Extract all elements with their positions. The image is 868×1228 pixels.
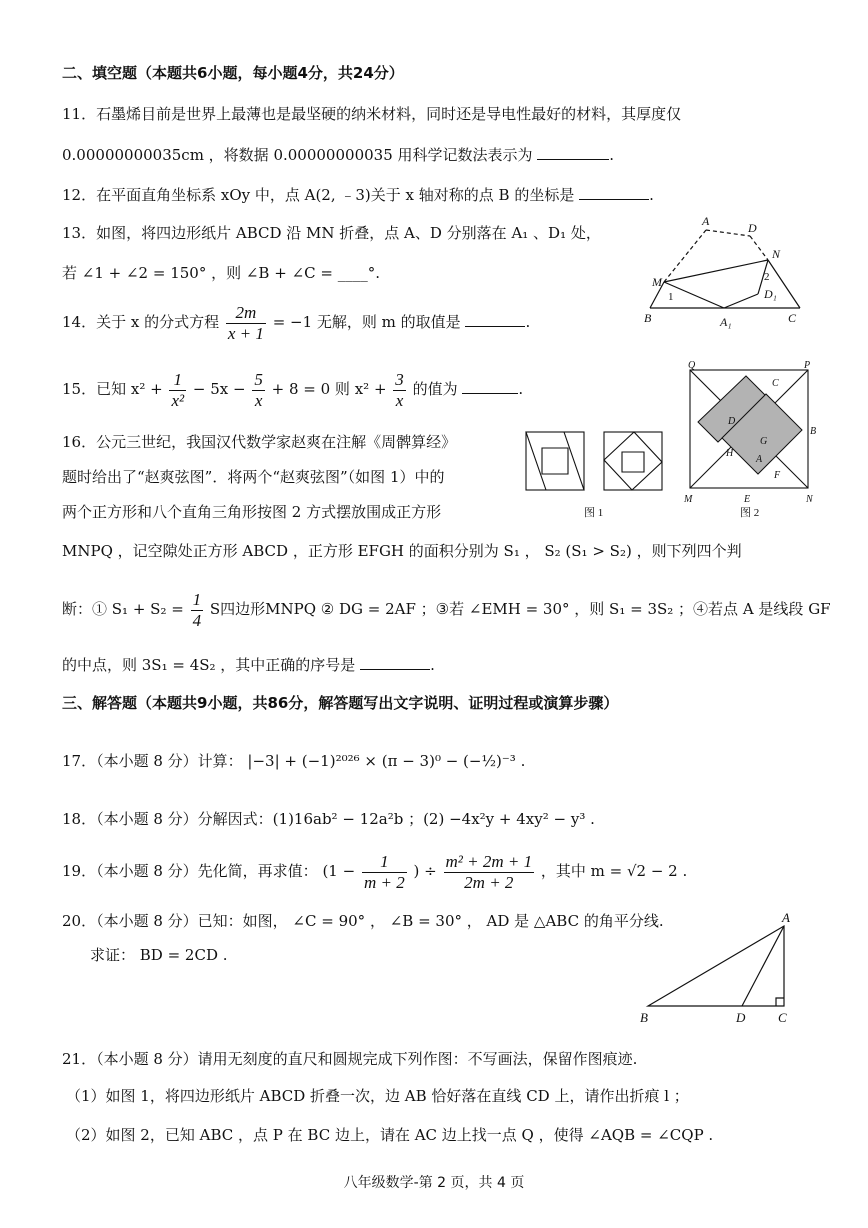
- fig13-label-d: D: [748, 221, 757, 235]
- q14-post: = −1 无解，则 m 的取值是: [272, 313, 461, 332]
- q15-post: 的值为: [412, 380, 458, 399]
- q16-figure-1: [522, 430, 672, 530]
- q14-line: 14．关于 x 的分式方程 $\frac{2m}{x + 1}$ = −1 无解，则 m 的取值是 .: [62, 303, 531, 343]
- q16-line3: 两个正方形和八个直角三角形按图 2 方式摆放围成正方形: [62, 503, 442, 521]
- q15-f2-den: x: [254, 390, 263, 410]
- fig16-label-c: C: [772, 378, 779, 389]
- fig13-label-n: N: [772, 247, 781, 261]
- q15-f3-den: x: [395, 390, 404, 410]
- q17-line: 17．（本小题 8 分）计算： |−3| + (−1)²⁰²⁶ × (π − 3)⁰ − (−½)⁻³ .: [62, 752, 526, 770]
- fig13-label-b: B: [644, 311, 652, 325]
- q15-f1-den: x²: [171, 390, 185, 410]
- q11-line2-text: 0.00000000035cm ，将数据 0.00000000035 用科学记数法表示为: [62, 146, 533, 164]
- fig16-label-b: B: [810, 426, 817, 437]
- q15-mid2: + 8 = 0 则 x² +: [271, 380, 387, 399]
- q21-line2: （1）如图 1，将四边形纸片 ABCD 折叠一次，边 AB 恰好落在直线 CD 上，请作出折痕 l ；: [66, 1087, 689, 1105]
- q14-pre: 14．关于 x 的分式方程: [62, 313, 220, 332]
- q13-line1: 13．如图，将四边形纸片 ABCD 沿 MN 折叠，点 A、D 分别落在 A₁ 、D₁ 处，: [62, 224, 601, 242]
- q21-line3: （2）如图 2，已知 ABC ，点 P 在 BC 边上，请在 AC 边上找一点 Q ，使得 ∠AQB = ∠CQP .: [66, 1126, 714, 1144]
- q13-line2: 若 ∠1 + ∠2 = 150° ，则 ∠B + ∠C = ____°.: [62, 264, 380, 282]
- q11-line2: 0.00000000035cm ，将数据 0.00000000035 用科学记数法表示为 .: [62, 146, 615, 164]
- q19-fraction-1: [362, 852, 407, 892]
- fig16-label-f: F: [774, 470, 781, 481]
- fig16-label-d: D: [728, 416, 736, 427]
- fig13-angle-1: 1: [668, 291, 674, 303]
- fig13-label-m: M: [652, 275, 662, 289]
- q16-line5-post: S四边形MNPQ ② DG = 2AF ；③若 ∠EMH = 30° ，则 S₁ = 3S₂ ；④若点 A 是线段 GF: [209, 600, 831, 619]
- q15-mid1: − 5x −: [192, 380, 246, 399]
- q19-fraction-2: [444, 852, 535, 892]
- q16-line6: 的中点，则 3S₁ = 4S₂ ，其中正确的序号是 .: [62, 656, 435, 674]
- fig16-label-e: E: [744, 494, 751, 505]
- q16-figure-2: [682, 358, 822, 520]
- q12-text: 12．在平面直角坐标系 xOy 中，点 A(2, ﹣3)关于 x 轴对称的点 B 的坐标是: [62, 186, 575, 204]
- q19-f2-num: m² + 2m + 1: [445, 852, 533, 871]
- q14-answer-blank[interactable]: [465, 312, 525, 327]
- q16-line2: 题时给出了“赵爽弦图”．将两个“赵爽弦图”（如图 1）中的: [62, 468, 445, 486]
- q16-frac-den: 4: [192, 610, 202, 630]
- fig16-label-g: G: [760, 436, 768, 447]
- q19-left-paren: (1 −: [322, 862, 356, 881]
- q14-frac-den: x + 1: [227, 323, 264, 343]
- q15-f2-num: 5: [254, 370, 263, 389]
- q16-answer-blank[interactable]: [360, 655, 430, 670]
- q16-fig2-caption: 图 2: [740, 507, 760, 519]
- q15-pre: 15．已知 x² +: [62, 380, 163, 399]
- q15-line: 15．已知 x² + $\frac{1}{\text{x²}}$ − 5x − $\frac{5}{x}$ + 8 = 0 则 x² + $\frac{3}{x}$ 的值为 .: [62, 370, 524, 410]
- section-answers-title: 三、解答题（本题共9小题，共86分，解答题写出文字说明、证明过程或演算步骤）: [62, 694, 619, 712]
- fig20-label-d: D: [736, 1010, 746, 1025]
- q19-f1-num: 1: [362, 852, 407, 873]
- q15-fraction-1: [169, 370, 186, 410]
- q12-line: 12．在平面直角坐标系 xOy 中，点 A(2, ﹣3)关于 x 轴对称的点 B 的坐标是 .: [62, 186, 654, 204]
- fig20-label-c: C: [778, 1010, 787, 1025]
- fig20-label-b: B: [640, 1010, 648, 1025]
- q15-fraction-3: [393, 370, 406, 410]
- q16-frac-num: 1: [192, 590, 202, 609]
- fig16-label-h: H: [726, 448, 734, 459]
- q20-line2: 求证： BD = 2CD .: [90, 946, 228, 964]
- q16-line1: 16．公元三世纪，我国汉代数学家赵爽在注解《周髀算经》: [62, 433, 457, 451]
- q14-frac-num: 2m: [226, 303, 266, 324]
- fig13-label-c: C: [788, 311, 797, 325]
- q20-line1: 20．（本小题 8 分）已知：如图， ∠C = 90° ， ∠B = 30° ， AD 是 △ABC 的角平分线.: [62, 912, 664, 930]
- q16-line4: MNPQ ，记空隙处正方形 ABCD ，正方形 EFGH 的面积分别为 S₁ ， S₂ (S₁ > S₂) ，则下列四个判: [62, 542, 742, 560]
- fig20-label-a: A: [782, 910, 790, 925]
- q20-figure: [634, 908, 804, 1028]
- q16-fig1-caption: 图 1: [584, 507, 604, 519]
- q18-line: 18．（本小题 8 分）分解因式：(1)16ab² − 12a²b ；(2) −4x²y + 4xy² − y³ .: [62, 810, 595, 828]
- q19-line: [62, 852, 687, 892]
- q21-line1: 21．（本小题 8 分）请用无刻度的直尺和圆规完成下列作图：不写画法，保留作图痕迹.: [62, 1050, 638, 1068]
- q16-line6-text: 的中点，则 3S₁ = 4S₂ ，其中正确的序号是: [62, 656, 356, 674]
- fig16-label-a: A: [756, 454, 763, 465]
- fig13-angle-2: 2: [764, 271, 770, 283]
- fig13-label-a: A: [702, 214, 710, 228]
- q19-post: ，其中 m = √2 − 2 .: [540, 862, 688, 881]
- fig16-label-p: P: [804, 360, 811, 371]
- q11-answer-blank[interactable]: [537, 145, 609, 160]
- q14-fraction: [226, 303, 266, 343]
- section-fill-in-title: 二、填空题（本题共6小题，每小题4分，共24分）: [62, 64, 404, 82]
- fig16-label-m: M: [684, 494, 693, 505]
- q15-fraction-2: [252, 370, 265, 410]
- fig16-label-n: N: [806, 494, 813, 505]
- q12-answer-blank[interactable]: [579, 185, 649, 200]
- fig13-label-a1: A₁: [720, 315, 732, 329]
- q16-line5: [62, 590, 831, 630]
- q15-f1-num: 1: [169, 370, 186, 391]
- page-footer: 八年级数学-第 2 页，共 4 页: [343, 1175, 525, 1191]
- q16-fraction: [191, 590, 204, 630]
- q19-pre: 19．（本小题 8 分）先化简，再求值：: [62, 862, 318, 881]
- q19-f1-den: m + 2: [363, 872, 405, 892]
- q13-figure: [640, 212, 810, 332]
- q19-divide: ÷: [424, 862, 437, 881]
- q11-line1: 11．石墨烯目前是世界上最薄也是最坚硬的纳米材料，同时还是导电性最好的材料，其厚度仅: [62, 105, 682, 123]
- fig16-label-q: Q: [688, 360, 696, 371]
- q19-right-paren: ): [413, 862, 420, 881]
- q19-f2-den: 2m + 2: [464, 872, 514, 892]
- fig13-label-d1: D₁: [764, 287, 777, 301]
- q16-line5-pre: 断：① S₁ + S₂ =: [62, 600, 184, 619]
- q15-answer-blank[interactable]: [462, 379, 518, 394]
- q15-f3-num: 3: [395, 370, 404, 389]
